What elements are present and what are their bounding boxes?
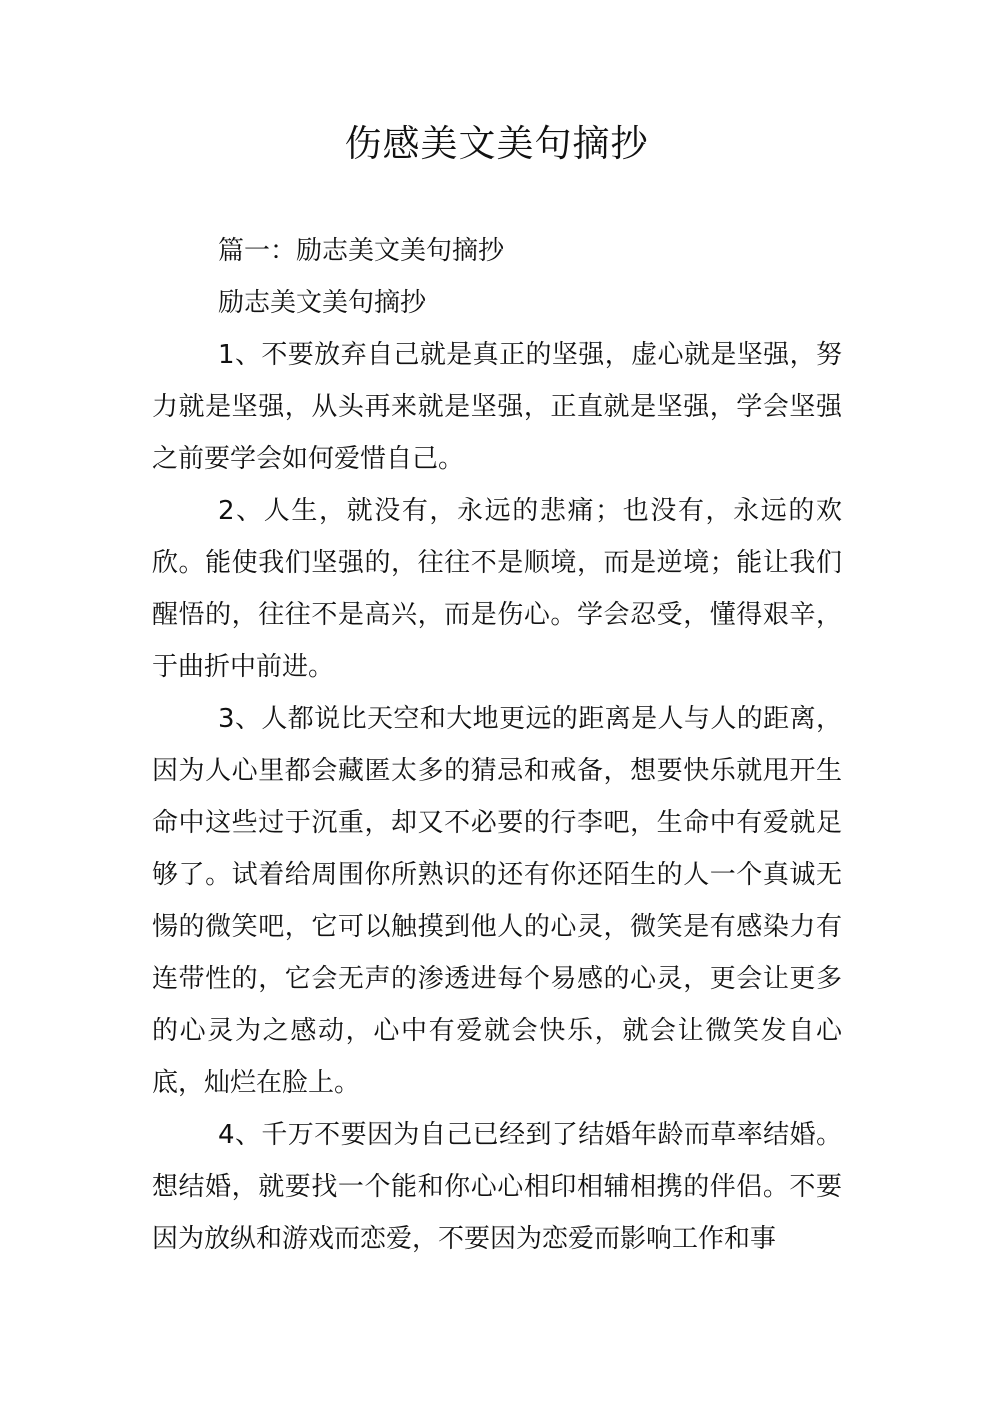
- paragraph-2: 2、人生，就没有，永远的悲痛；也没有，永远的欢欣。能使我们坚强的，往往不是顺境，而是逆境；能让我们醒悟的，往往不是高兴，而是伤心。学会忍受，懂得艰辛，于曲折中前进。: [152, 496, 842, 682]
- subsection-heading: 励志美文美句摘抄: [218, 288, 427, 318]
- document-body: [152, 225, 842, 1265]
- paragraph-1: 1、不要放弃自己就是真正的坚强，虚心就是坚强，努力就是坚强，从头再来就是坚强，正直就是坚强，学会坚强之前要学会如何爱惜自己。: [152, 340, 842, 474]
- paragraph-4: 4、千万不要因为自己已经到了结婚年龄而草率结婚。想结婚，就要找一个能和你心心相印相辅相携的伴侣。不要因为放纵和游戏而恋爱，不要因为恋爱而影响工作和事: [152, 1120, 842, 1254]
- document-title: 伤感美文美句摘抄: [344, 122, 649, 165]
- paragraph-3: 3、人都说比天空和大地更远的距离是人与人的距离，因为人心里都会藏匿太多的猜忌和戒备，想要快乐就甩开生命中这些过于沉重，却又不必要的行李吧，生命中有爱就足够了。试着给周围你所熟识的还有你还陌生的人一个真诚无愓的微笑吧，它可以触摸到他人的心灵，微笑是有感染力有连带性的，它会无声的渗透进每个易感的心灵，更会让更多的心灵为之感动，心中有爱就会快乐，就会让微笑发自心底，灿烂在脸上。: [152, 704, 842, 1098]
- section-heading: 篇一：励志美文美句摘抄: [218, 236, 505, 266]
